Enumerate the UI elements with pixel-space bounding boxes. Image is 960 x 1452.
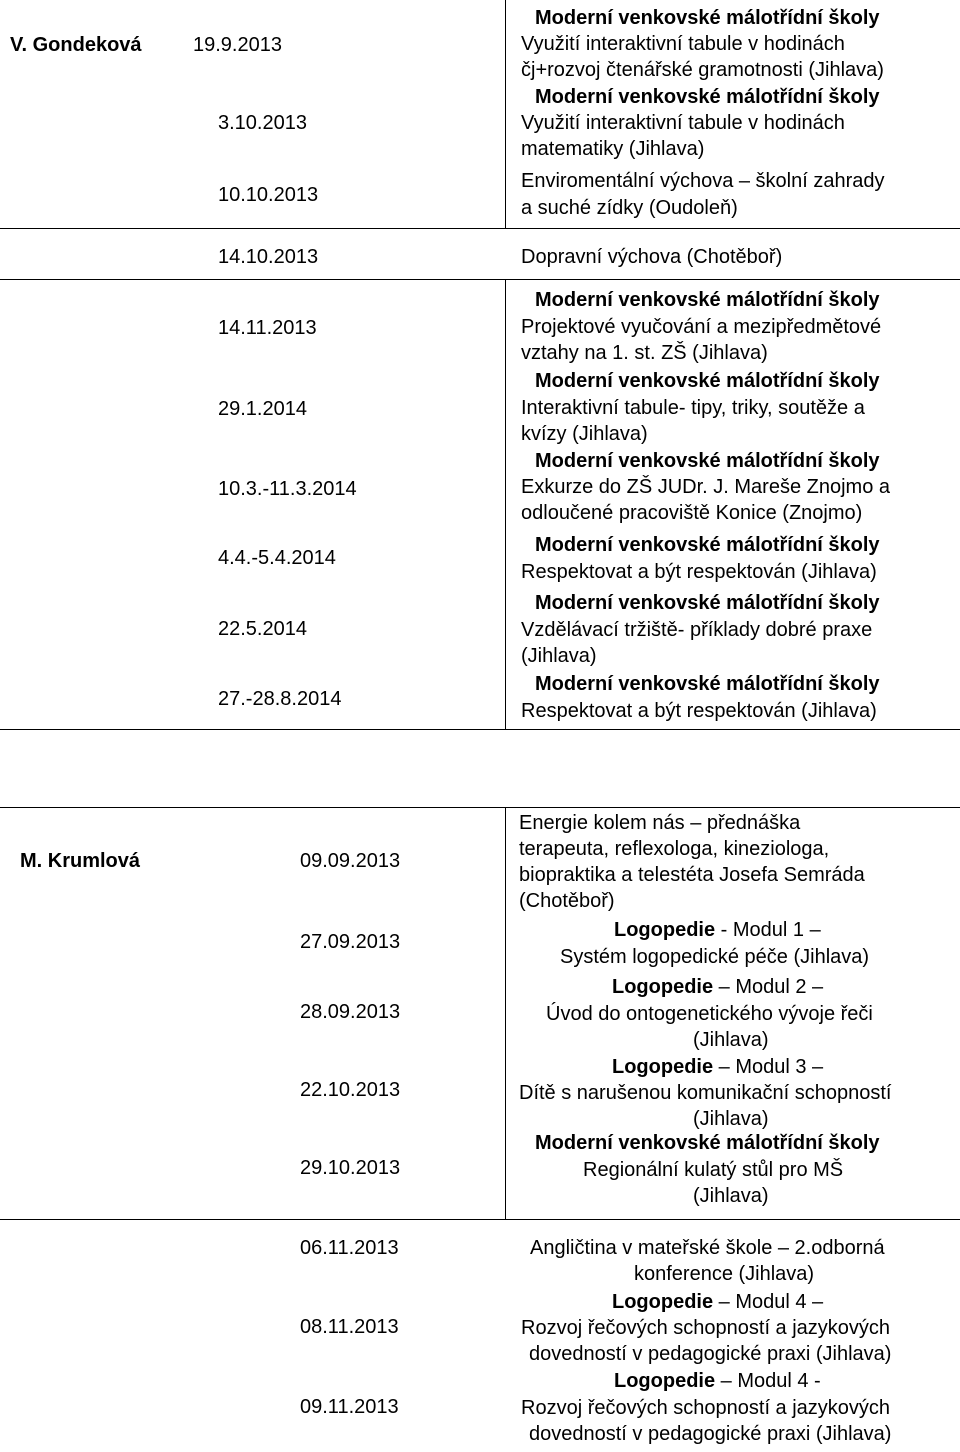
entry-title: Moderní venkovské málotřídní školy (535, 1132, 880, 1154)
date-cell: 29.1.2014 (218, 398, 307, 420)
entry-line: Vzdělávací tržiště- příklady dobré praxe (521, 619, 873, 641)
entry-title-line: Logopedie – Modul 2 – (612, 976, 824, 998)
entry-line: Využití interaktivní tabule v hodinách (521, 33, 845, 55)
entry-line: Dopravní výchova (Chotěboř) (521, 246, 783, 268)
entry-title: Moderní venkovské málotřídní školy (535, 7, 880, 29)
entry-title: Moderní venkovské málotřídní školy (535, 450, 880, 472)
entry-title: Moderní venkovské málotřídní školy (535, 86, 880, 108)
entry-line: vztahy na 1. st. ZŠ (Jihlava) (521, 342, 768, 364)
entry-title: Moderní venkovské málotřídní školy (535, 534, 880, 556)
table-rule (0, 279, 960, 280)
entry-line: (Chotěboř) (519, 890, 615, 912)
person-name: V. Gondeková (10, 34, 142, 56)
entry-line: matematiky (Jihlava) (521, 138, 705, 160)
entry-line: kvízy (Jihlava) (521, 423, 648, 445)
entry-line: Respektovat a být respektován (Jihlava) (521, 700, 877, 722)
entry-line: Projektové vyučování a mezipředmětové (521, 316, 882, 338)
entry-title: Logopedie (612, 976, 714, 998)
table-divider (505, 279, 506, 729)
entry-line: čj+rozvoj čtenářské gramotnosti (Jihlava) (521, 59, 884, 81)
date-cell: 27.09.2013 (300, 931, 401, 953)
entry-line: Regionální kulatý stůl pro MŠ (583, 1159, 844, 1181)
table-rule (0, 729, 960, 730)
entry-line: biopraktika a telestéta Josefa Semráda (519, 864, 865, 886)
entry-line: Využití interaktivní tabule v hodinách (521, 112, 845, 134)
table-rule (0, 1219, 960, 1220)
date-cell: 29.10.2013 (300, 1157, 401, 1179)
entry-line: (Jihlava) (693, 1185, 769, 1207)
entry-title: Logopedie (612, 1056, 714, 1078)
entry-title-line: Logopedie - Modul 1 – (614, 919, 821, 941)
entry-line: Rozvoj řečových schopností a jazykových (521, 1397, 891, 1419)
table-divider (505, 807, 506, 1219)
date-cell: 10.10.2013 (218, 184, 319, 206)
entry-line: Systém logopedické péče (Jihlava) (560, 946, 870, 968)
date-cell: 09.11.2013 (300, 1396, 399, 1418)
person-name: M. Krumlová (20, 850, 141, 872)
date-cell: 28.09.2013 (300, 1001, 401, 1023)
entry-line: Enviromentální výchova – školní zahrady (521, 170, 885, 192)
entry-line: Respektovat a být respektován (Jihlava) (521, 561, 877, 583)
entry-line: (Jihlava) (521, 645, 597, 667)
table-divider (505, 0, 506, 228)
entry-line: dovedností v pedagogické praxi (Jihlava) (529, 1423, 892, 1445)
entry-title: Logopedie (614, 919, 716, 941)
date-cell: 09.09.2013 (300, 850, 401, 872)
entry-title: Moderní venkovské málotřídní školy (535, 673, 880, 695)
date-cell: 19.9.2013 (193, 34, 282, 56)
date-cell: 4.4.-5.4.2014 (218, 547, 336, 569)
entry-title: Logopedie (612, 1291, 714, 1313)
entry-line: Exkurze do ZŠ JUDr. J. Mareše Znojmo a (521, 476, 891, 498)
table-rule (0, 807, 960, 808)
date-cell: 14.10.2013 (218, 246, 319, 268)
entry-line: Interaktivní tabule- tipy, triky, soutěže a (521, 397, 865, 419)
entry-title: Logopedie (614, 1370, 716, 1392)
entry-line: a suché zídky (Oudoleň) (521, 197, 738, 219)
entry-line: odloučené pracoviště Konice (Znojmo) (521, 502, 863, 524)
date-cell: 27.-28.8.2014 (218, 688, 342, 710)
date-cell: 3.10.2013 (218, 112, 307, 134)
entry-line: Rozvoj řečových schopností a jazykových (521, 1317, 891, 1339)
entry-line: Dítě s narušenou komunikační schopností (519, 1082, 892, 1104)
entry-line: dovedností v pedagogické praxi (Jihlava) (529, 1343, 892, 1365)
date-cell: 10.3.-11.3.2014 (218, 478, 357, 500)
entry-line: konference (Jihlava) (634, 1263, 815, 1285)
date-cell: 08.11.2013 (300, 1316, 399, 1338)
entry-line: (Jihlava) (693, 1108, 769, 1130)
entry-title: Moderní venkovské málotřídní školy (535, 592, 880, 614)
entry-line: Energie kolem nás – přednáška (519, 812, 801, 834)
entry-line: Angličtina v mateřské škole – 2.odborná (530, 1237, 885, 1259)
date-cell: 22.10.2013 (300, 1079, 401, 1101)
table-rule (0, 228, 960, 229)
entry-line: Úvod do ontogenetického vývoje řeči (546, 1003, 873, 1025)
entry-line: (Jihlava) (693, 1029, 769, 1051)
entry-title: Moderní venkovské málotřídní školy (535, 289, 880, 311)
entry-line: terapeuta, reflexologa, kineziologa, (519, 838, 830, 860)
entry-title-line: Logopedie – Modul 3 – (612, 1056, 824, 1078)
date-cell: 06.11.2013 (300, 1237, 399, 1259)
entry-title-line: Logopedie – Modul 4 – (612, 1291, 824, 1313)
date-cell: 14.11.2013 (218, 317, 317, 339)
entry-title: Moderní venkovské málotřídní školy (535, 370, 880, 392)
entry-title-line: Logopedie – Modul 4 - (614, 1370, 821, 1392)
date-cell: 22.5.2014 (218, 618, 307, 640)
